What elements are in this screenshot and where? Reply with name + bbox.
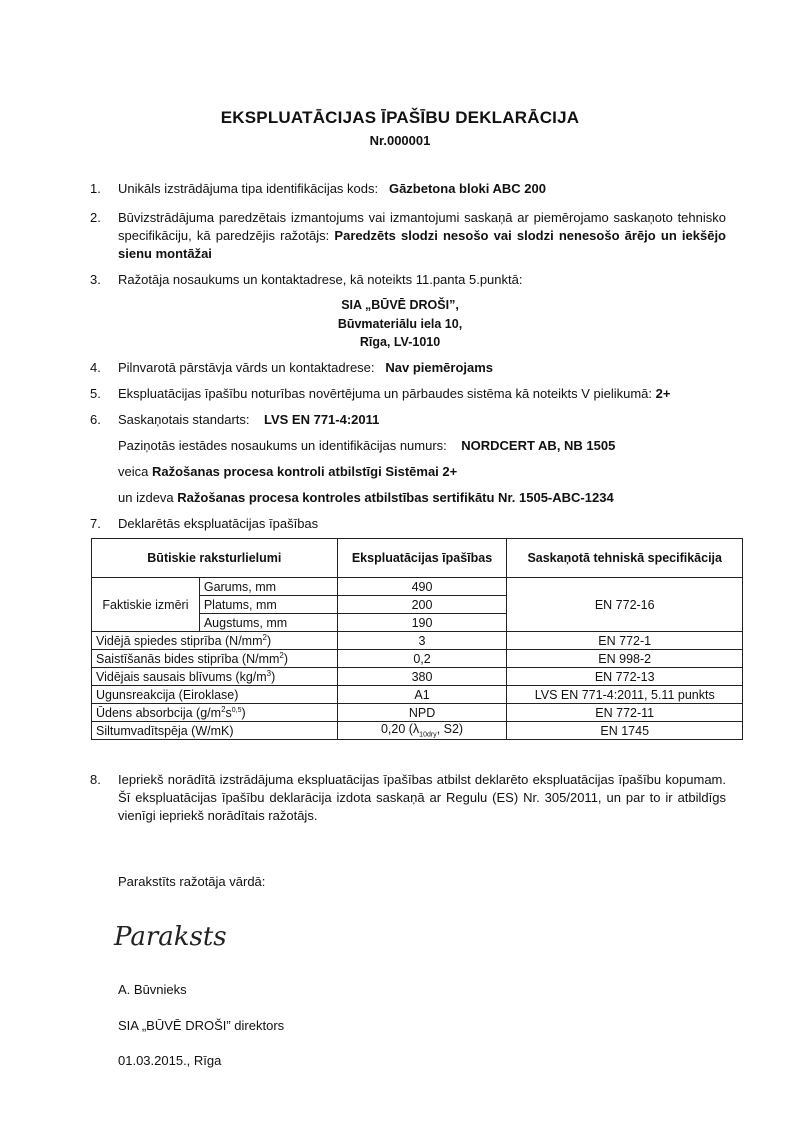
table-cell: NPD xyxy=(337,704,507,722)
issued-prefix: un izdeva xyxy=(118,490,174,505)
signature-label: Parakstīts ražotāja vārdā: xyxy=(118,874,266,889)
item-number: 2. xyxy=(90,210,101,225)
handwritten-signature: Paraksts xyxy=(114,922,227,952)
table-row xyxy=(92,578,743,596)
manufacturer-city: Rīga, LV-1010 xyxy=(359,335,441,349)
item-text: Deklarētās ekspluatācijas īpašības xyxy=(118,516,319,531)
item-text: Būvizstrādājuma paredzētais izmantojums vai izmantojumi saskaņā ar piemērojamo saskaņoto tehnisko specifikāciju, kā paredzējis ražotājs: xyxy=(118,210,726,243)
item-number: 8. xyxy=(90,772,101,787)
item-text: Iepriekš norādītā izstrādājuma ekspluatācijas īpašības atbilst deklarēto ekspluatācijas īpašību kopumam. Šī ekspluatācijas īpašību deklarācija izdota saskaņā ar Regulu (ES) Nr. 305/2011, un par to ir atbildīgs vienīgi iepriekš norādītais ražotājs. xyxy=(118,772,726,823)
table-header: Būtiskie raksturlielumi xyxy=(92,539,338,578)
item-number: 4. xyxy=(90,360,101,375)
dimensions-label: Faktiskie izmēri xyxy=(92,578,200,632)
table-cell: Platums, mm xyxy=(199,596,337,614)
performance-table xyxy=(91,538,743,740)
item-number: 3. xyxy=(90,272,101,287)
item-7 xyxy=(90,515,726,533)
table-cell: 380 xyxy=(337,668,507,686)
performed-prefix: veica xyxy=(118,464,149,479)
item-3 xyxy=(90,271,726,289)
table-cell: Vidējā spiedes stiprība $(N/mm^2)$ xyxy=(92,632,338,650)
table-cell: Saistīšanās bides stiprība $(N/mm^2)$ xyxy=(92,650,338,668)
manufacturer-name: SIA „BŪVĒ DROŠI”, xyxy=(341,298,459,312)
item-6 xyxy=(90,411,726,429)
item-8 xyxy=(90,771,726,825)
table-cell: Garums, mm xyxy=(199,578,337,596)
table-header: Saskaņotā tehniskā specifikācija xyxy=(507,539,743,578)
table-cell: LVS EN 771-4:2011, 5.11 punkts xyxy=(507,686,743,704)
item-text: Ražotāja nosaukums un kontaktadrese, kā noteikts 11.panta 5.punktā: xyxy=(118,272,523,287)
date-place: 01.03.2015., Rīga xyxy=(118,1053,222,1068)
item-number: 7. xyxy=(90,516,101,531)
item-number: 6. xyxy=(90,412,101,427)
issued-value: Ražošanas procesa kontroles atbilstības sertifikātu Nr. 1505-ABC-1234 xyxy=(177,490,614,505)
item-number: 5. xyxy=(90,386,101,401)
item-2 xyxy=(90,209,726,263)
item-4 xyxy=(90,359,726,377)
notified-body-value: NORDCERT AB, NB 1505 xyxy=(461,438,616,453)
performed-line xyxy=(118,463,758,481)
table-cell: EN 772-1 xyxy=(507,632,743,650)
table-cell: 490 xyxy=(337,578,507,596)
item-text: Unikāls izstrādājuma tipa identifikācijas kods: xyxy=(118,181,379,196)
table-cell: 190 xyxy=(337,614,507,632)
table-cell: EN 772-11 xyxy=(507,704,743,722)
intended-use: Paredzēts slodzi nesošo vai slodzi nenesošo ārējo un iekšējo sienu montāžai xyxy=(118,228,726,261)
table-header: Ekspluatācijas īpašības xyxy=(337,539,507,578)
item-1 xyxy=(90,180,726,198)
table-row xyxy=(92,632,743,650)
item-text: Saskaņotais standarts: xyxy=(118,412,250,427)
table-cell: EN 772-13 xyxy=(507,668,743,686)
notified-body-label: Paziņotās iestādes nosaukums un identifikācijas numurs: xyxy=(118,438,447,453)
table-row xyxy=(92,650,743,668)
issued-line xyxy=(118,489,758,507)
table-cell: 200 xyxy=(337,596,507,614)
table-cell: 0,2 xyxy=(337,650,507,668)
manufacturer-street: Būvmateriālu iela 10, xyxy=(337,317,463,331)
table-cell: 3 xyxy=(337,632,507,650)
table-row xyxy=(92,686,743,704)
table-cell: Siltumvadītspēja (W/mK) xyxy=(92,722,338,740)
item-number: 1. xyxy=(90,181,101,196)
performed-value: Ražošanas procesa kontroli atbilstīgi Sistēmai 2+ xyxy=(151,464,458,479)
product-code: Gāzbetona bloki ABC 200 xyxy=(388,181,546,196)
table-cell: Ugunsreakcija (Eiroklase) xyxy=(92,686,338,704)
harmonised-standard: LVS EN 771-4:2011 xyxy=(263,412,380,427)
document-title: EKSPLUATĀCIJAS ĪPAŠĪBU DEKLARĀCIJA xyxy=(220,108,580,127)
item-5 xyxy=(90,385,726,403)
table-row xyxy=(92,704,743,722)
table-cell: Vidējais sausais blīvums $(kg/m^3)$ xyxy=(92,668,338,686)
notified-body-line xyxy=(118,437,758,455)
signatory-position: SIA „BŪVĒ DROŠI” direktors xyxy=(118,1018,285,1033)
item-text: Ekspluatācijas īpašību noturības novērtējuma un pārbaudes sistēma kā noteikts V pielikumā: xyxy=(118,386,653,401)
table-cell: A1 xyxy=(337,686,507,704)
dimensions-spec: EN 772-16 xyxy=(507,578,743,632)
table-header-row xyxy=(92,539,743,578)
table-row xyxy=(92,722,743,740)
table-cell: 0,20 ($\lambda_{10dry}$, S2) xyxy=(337,722,507,740)
table-row xyxy=(92,668,743,686)
signatory-name: A. Būvnieks xyxy=(118,982,187,997)
table-cell: EN 998-2 xyxy=(507,650,743,668)
table-cell: Ūdens absorbcija $(g/m^2s^{0,5})$ xyxy=(92,704,338,722)
table-cell: Augstums, mm xyxy=(199,614,337,632)
avcp-system: 2+ xyxy=(655,386,671,401)
representative-value: Nav piemērojams xyxy=(385,360,494,375)
item-text: Pilnvarotā pārstāvja vārds un kontaktadrese: xyxy=(118,360,375,375)
document-number: Nr.000001 xyxy=(369,133,431,148)
table-cell: EN 1745 xyxy=(507,722,743,740)
